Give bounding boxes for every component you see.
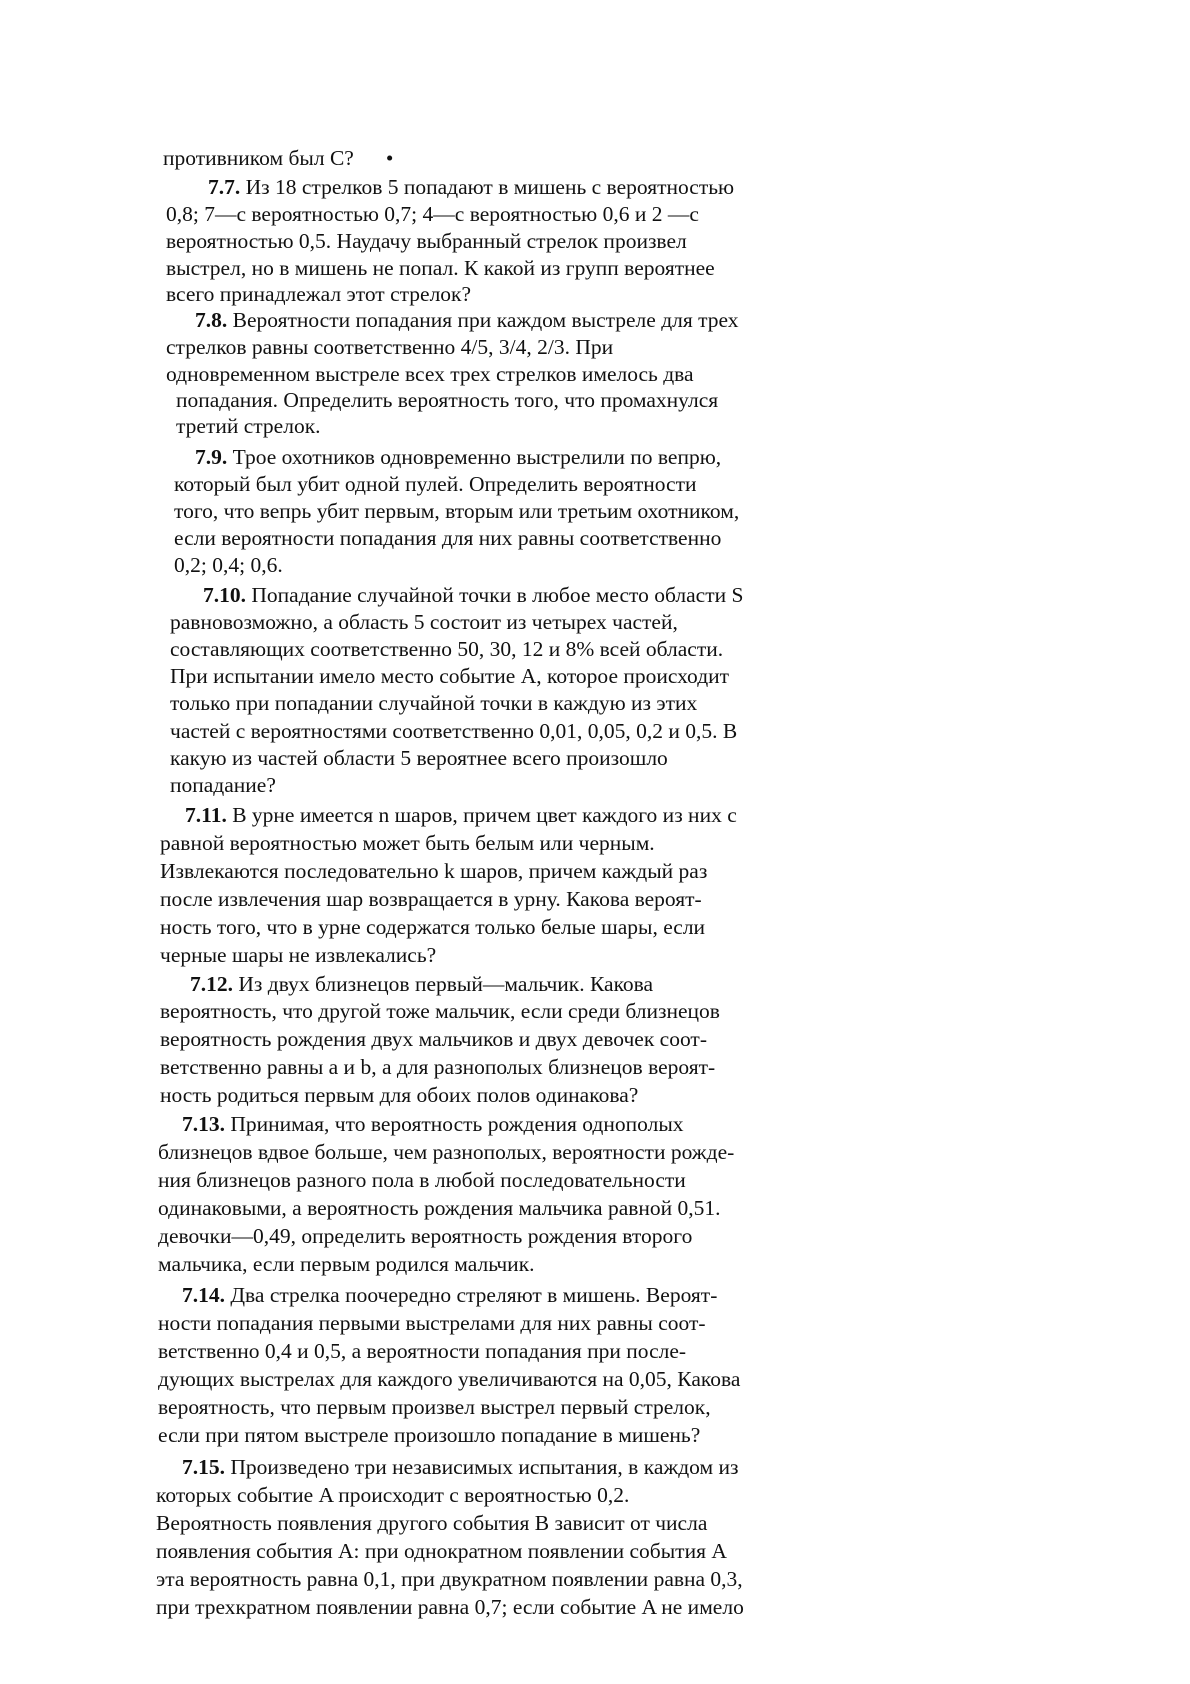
problem-7-7-line xyxy=(208,177,734,199)
text-line xyxy=(160,889,702,911)
line-text: черные шары не извлекались? xyxy=(160,943,437,967)
text-line xyxy=(166,284,471,306)
line-text: Вероятность появления другого события B зависит от числа xyxy=(156,1511,708,1535)
line-text: близнецов вдвое больше, чем разнополых, вероятности рожде- xyxy=(158,1140,735,1164)
text-line xyxy=(163,148,393,170)
text-line xyxy=(176,416,321,438)
line-text: после извлечения шар возвращается в урну. Какова вероят- xyxy=(160,887,702,911)
line-text: которых событие A происходит с вероятностью 0,2. xyxy=(156,1483,630,1507)
line-text: стрелков равны соответственно 4/5, 3/4, 2/3. При xyxy=(166,335,614,359)
text-line xyxy=(158,1397,711,1419)
line-text: Принимая, что вероятность рождения однополых xyxy=(230,1112,684,1136)
text-line xyxy=(158,1341,686,1363)
text-line xyxy=(156,1569,743,1591)
line-text: ветственно 0,4 и 0,5, а вероятности попадания при после- xyxy=(158,1339,687,1363)
text-line xyxy=(158,1170,686,1192)
problem-number: 7.10. xyxy=(203,583,252,607)
line-text: противником был С? xyxy=(163,146,354,170)
text-line xyxy=(160,917,705,939)
problem-7-9-line xyxy=(195,447,721,469)
text-line xyxy=(166,337,613,359)
problem-number: 7.15. xyxy=(182,1455,231,1479)
line-text: всего принадлежал этот стрелок? xyxy=(166,282,472,306)
line-text: третий стрелок. xyxy=(176,414,321,438)
line-text: того, что вепрь убит первым, вторым или третьим охотником, xyxy=(174,499,740,523)
text-line xyxy=(158,1198,721,1220)
text-line xyxy=(156,1513,707,1535)
text-line xyxy=(170,612,678,634)
text-line xyxy=(160,833,655,855)
line-text: ность того, что в урне содержатся только белые шары, если xyxy=(160,915,706,939)
text-line xyxy=(160,861,707,883)
text-line xyxy=(158,1254,535,1276)
line-text: вероятность, что первым произвел выстрел первый стрелок, xyxy=(158,1395,711,1419)
problem-number: 7.8. xyxy=(195,308,233,332)
line-text: 0,2; 0,4; 0,6. xyxy=(174,553,283,577)
line-text: составляющих соответственно 50, 30, 12 и 8% всей области. xyxy=(170,637,724,661)
text-line xyxy=(176,390,718,412)
line-text: Попадание случайной точки в любое место области S xyxy=(251,583,744,607)
line-text: В урне имеется n шаров, причем цвет каждого из них с xyxy=(232,803,737,827)
line-text: 0,8; 7—с вероятностью 0,7; 4—с вероятностью 0,6 и 2 —с xyxy=(166,202,699,226)
line-text: ности попадания первыми выстрелами для них равны соот- xyxy=(158,1311,706,1335)
line-text: равной вероятностью может быть белым или черным. xyxy=(160,831,655,855)
line-text: при трехкратном появлении равна 0,7; если событие A не имело xyxy=(156,1595,744,1619)
text-line xyxy=(160,945,436,967)
text-line xyxy=(156,1597,744,1619)
line-text: вероятность, что другой тоже мальчик, если среди близнецов xyxy=(160,999,720,1023)
text-line xyxy=(170,639,723,661)
text-line xyxy=(160,1001,720,1023)
line-text: Извлекаются последовательно k шаров, причем каждый раз xyxy=(160,859,708,883)
line-text: ния близнецов разного пола в любой последовательности xyxy=(158,1168,686,1192)
problem-number: 7.13. xyxy=(182,1112,231,1136)
line-text: эта вероятность равна 0,1, при двукратном появлении равна 0,3, xyxy=(156,1567,743,1591)
line-text: ность родиться первым для обоих полов одинакова? xyxy=(160,1083,639,1107)
text-line xyxy=(166,231,687,253)
problem-number: 7.12. xyxy=(190,972,239,996)
text-line xyxy=(170,693,697,715)
line-text: вероятностью 0,5. Наудачу выбранный стрелок произвел xyxy=(166,229,687,253)
problem-7-10-line xyxy=(203,585,743,607)
text-line xyxy=(160,1057,715,1079)
line-text: равновозможно, а область 5 состоит из четырех частей, xyxy=(170,610,678,634)
text-line xyxy=(170,775,276,797)
text-line xyxy=(174,501,739,523)
text-line xyxy=(158,1425,700,1447)
problem-7-14-line xyxy=(182,1285,717,1307)
text-line xyxy=(158,1142,734,1164)
problem-number: 7.11. xyxy=(185,803,233,827)
line-text: Два стрелка поочередно стреляют в мишень. Вероят- xyxy=(230,1283,718,1307)
bullet-mark: • xyxy=(385,146,394,170)
problem-7-8-line xyxy=(195,310,739,332)
line-text: ветственно равны a и b, а для разнополых близнецов вероят- xyxy=(160,1055,716,1079)
line-text: мальчика, если первым родился мальчик. xyxy=(158,1252,535,1276)
text-line xyxy=(158,1313,706,1335)
problem-number: 7.14. xyxy=(182,1283,231,1307)
line-text: одинаковыми, а вероятность рождения мальчика равной 0,51. xyxy=(158,1196,721,1220)
text-line xyxy=(158,1369,740,1391)
line-text: девочки—0,49, определить вероятность рождения второго xyxy=(158,1224,693,1248)
line-text: попадания. Определить вероятность того, что промахнулся xyxy=(176,388,719,412)
problem-7-11-line xyxy=(185,805,737,827)
line-text: который был убит одной пулей. Определить вероятности xyxy=(174,472,697,496)
text-line xyxy=(160,1029,707,1051)
text-line xyxy=(160,1085,638,1107)
problem-7-12-line xyxy=(190,974,653,996)
line-text: одновременном выстреле всех трех стрелков имелось два xyxy=(166,362,694,386)
text-line xyxy=(166,258,715,280)
line-text: попадание? xyxy=(170,773,276,797)
line-text: Трое охотников одновременно выстрелили по вепрю, xyxy=(232,445,722,469)
text-line xyxy=(170,666,729,688)
text-line xyxy=(166,364,694,386)
text-line xyxy=(174,555,283,577)
text-line xyxy=(156,1485,629,1507)
line-text: Произведено три независимых испытания, в каждом из xyxy=(230,1455,739,1479)
line-text: какую из частей области 5 вероятнее всего произошло xyxy=(170,746,668,770)
line-text: только при попадании случайной точки в каждую из этих xyxy=(170,691,698,715)
problem-7-15-line xyxy=(182,1457,738,1479)
problem-number: 7.7. xyxy=(208,175,246,199)
text-line xyxy=(170,748,668,770)
text-line xyxy=(170,721,737,743)
line-text: При испытании имело место событие A, которое происходит xyxy=(170,664,730,688)
line-text: вероятность рождения двух мальчиков и двух девочек соот- xyxy=(160,1027,707,1051)
line-text: Из 18 стрелков 5 попадают в мишень с вероятностью xyxy=(245,175,735,199)
line-text: Вероятности попадания при каждом выстреле для трех xyxy=(232,308,739,332)
text-line xyxy=(158,1226,692,1248)
text-line xyxy=(174,474,697,496)
text-line xyxy=(166,204,699,226)
text-line xyxy=(174,528,721,550)
text-line xyxy=(156,1541,727,1563)
line-text: дующих выстрелах для каждого увеличиваются на 0,05, Какова xyxy=(158,1367,741,1391)
problem-7-13-line xyxy=(182,1114,684,1136)
line-text: выстрел, но в мишень не попал. К какой из групп вероятнее xyxy=(166,256,715,280)
line-text: Из двух близнецов первый—мальчик. Какова xyxy=(238,972,654,996)
line-text: появления события A: при однократном появлении события A xyxy=(156,1539,727,1563)
line-text: частей с вероятностями соответственно 0,01, 0,05, 0,2 и 0,5. В xyxy=(170,719,738,743)
problem-number: 7.9. xyxy=(195,445,233,469)
line-text: если при пятом выстреле произошло попадание в мишень? xyxy=(158,1423,701,1447)
line-text: если вероятности попадания для них равны соответственно xyxy=(174,526,722,550)
